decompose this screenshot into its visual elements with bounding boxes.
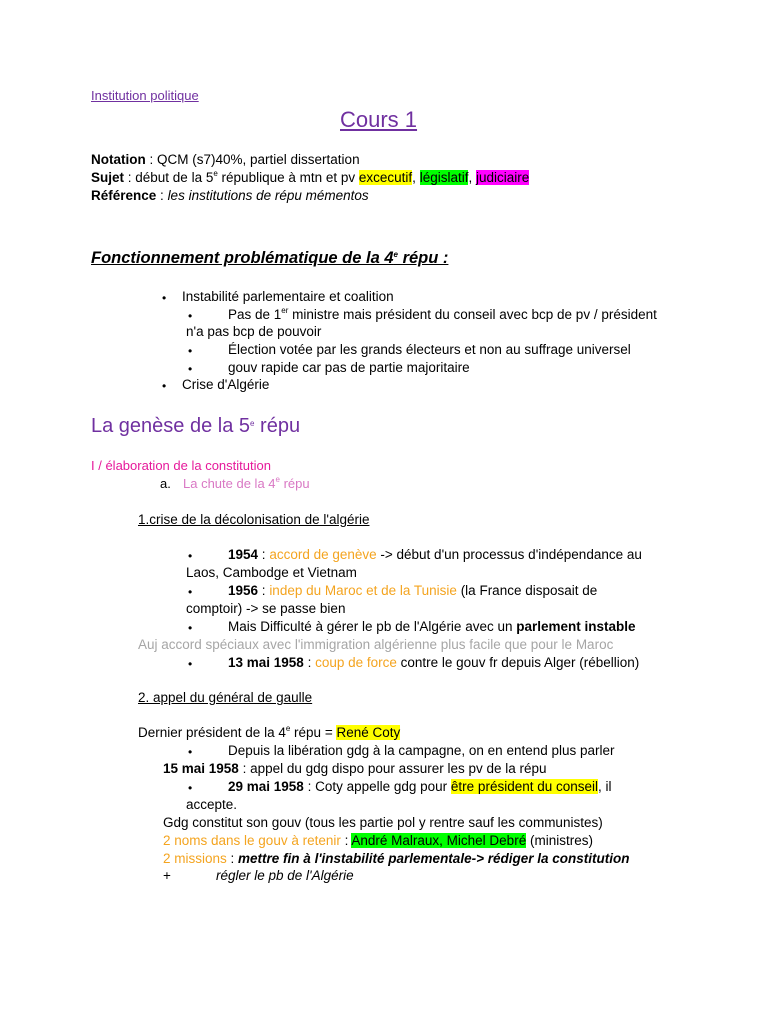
date: 29 mai 1958 [228,779,304,794]
separator: : [258,547,270,562]
list-item: Crise d'Algérie [182,377,270,392]
bullet-icon: • [162,291,167,305]
list-item-continuation: n'a pas bcp de pouvoir [186,324,322,339]
notation-value: : QCM (s7)40%, partiel dissertation [145,152,360,167]
orange-label: 2 missions [163,851,227,866]
text-line [163,760,547,778]
item-text: Mais Difficulté à gérer le pb de l'Algérie avec un [228,619,517,634]
text-line: Gdg constitut son gouv (tous les partie pol y rentre sauf les communistes) [163,815,603,830]
text-line [163,832,593,850]
sup: e [285,724,291,733]
bullet-icon: • [188,362,193,376]
sup: e [275,475,280,484]
section-heading-5e [91,413,300,439]
list-item: gouv rapide car pas de partie majoritaire [228,360,470,375]
bullet-icon: • [188,781,193,795]
side-note: Auj accord spéciaux avec l'immigration algérienne plus facile que pour le Maroc [138,637,614,652]
date: 1956 [228,583,259,598]
heading-text: Fonctionnement problématique de la 4 [91,249,394,267]
judiciaire-highlight: judiciaire [476,170,530,185]
comma: , [468,170,473,185]
list-item-continuation: Laos, Cambodge et Vietnam [186,565,357,580]
course-subject: Institution politique [91,88,199,103]
highlight-text: accord de genève [269,547,377,562]
executif-highlight: excecutif [358,170,413,185]
text-line [163,850,629,868]
list-item [228,582,597,600]
reference-line [91,187,369,205]
bullet-icon: • [188,549,193,563]
item-text: contre le gouv fr depuis Alger (rébellion) [396,655,640,670]
sujet-text: : début de la 5 [124,170,214,185]
bold-italic-text: mettre fin à l'instabilité parlementale-> rédiger la constitution [238,851,630,866]
text-line [138,724,400,742]
reference-value: les institutions de répu mémentos [167,188,369,203]
section-heading-4e [91,247,448,269]
bullet-icon: • [188,621,193,635]
comma: , [412,170,416,185]
item-text: : Coty appelle gdg pour [303,779,451,794]
list-item-continuation: accepte. [186,797,238,812]
item-text-2: , il [598,779,612,794]
list-item [228,654,639,672]
list-item [228,306,657,324]
highlight-text: être président du conseil [450,779,599,794]
date: 15 mai 1958 [163,761,239,776]
subpart-heading [160,475,310,493]
notation-label: Notation [91,152,146,167]
sup: e [250,419,255,428]
page-title: Cours 1 [340,107,418,132]
sup: e [213,169,218,178]
highlight-text: André Malraux, Michel Debré [351,833,527,848]
highlight-text: coup de force [315,655,397,670]
separator: : [226,851,239,866]
list-item: Instabilité parlementaire et coalition [182,289,394,304]
sujet-label: Sujet [91,170,125,185]
plus-sign: + [163,868,171,883]
notation-line [91,151,360,169]
reference-label: Référence [91,188,157,203]
heading-text: La genèse de la 5 [91,415,251,437]
list-item: Depuis la libération gdg à la campagne, on en entend plus parler [228,743,615,758]
sujet-line [91,169,529,187]
heading-text-2: répu : [398,249,449,267]
line-text-2: répu = [290,725,337,740]
sup: e [393,250,398,259]
bullet-icon: • [188,657,193,671]
separator: : [340,833,352,848]
bullet-icon: • [188,344,193,358]
highlight-text: René Coty [336,725,401,740]
list-item [228,618,636,636]
item-text-2: ministre mais président du conseil avec bcp de pv / président [288,307,657,322]
bold-text: parlement instable [516,619,636,634]
topic-heading: 2. appel du général de gaulle [138,690,313,705]
line-text: Dernier président de la 4 [138,725,286,740]
bullet-icon: • [188,745,193,759]
line-text: (ministres) [526,833,593,848]
separator: : [258,583,270,598]
bullet-icon: • [188,309,193,323]
sujet-text-2: république à mtn et pv [217,170,359,185]
line-text: : appel du gdg dispo pour assurer les pv de la répu [238,761,547,776]
highlight-text: indep du Maroc et de la Tunisie [269,583,457,598]
legislatif-highlight: législatif [419,170,469,185]
orange-label: 2 noms dans le gouv à retenir [163,833,341,848]
item-text: -> début d'un processus d'indépendance au [376,547,642,562]
item-text: Pas de 1 [228,307,282,322]
topic-heading: 1.crise de la décolonisation de l'algérie [138,512,370,527]
bullet-icon: • [162,379,167,393]
list-marker: a. [160,476,171,491]
date: 13 mai 1958 [228,655,304,670]
subpart-text-2: répu [279,476,310,491]
separator: : [303,655,316,670]
subpart-text: La chute de la 4 [183,476,276,491]
separator: : [156,188,168,203]
list-item: Élection votée par les grands électeurs et non au suffrage universel [228,342,631,357]
item-text: (la France disposait de [456,583,598,598]
part-heading: I / élaboration de la constitution [91,458,271,473]
list-item [228,778,612,796]
sup: er [281,306,289,315]
list-item [228,546,642,564]
bullet-icon: • [188,585,193,599]
text-line: régler le pb de l'Algérie [216,868,354,883]
heading-text-2: répu [254,415,301,437]
date: 1954 [228,547,259,562]
list-item-continuation: comptoir) -> se passe bien [186,601,346,616]
